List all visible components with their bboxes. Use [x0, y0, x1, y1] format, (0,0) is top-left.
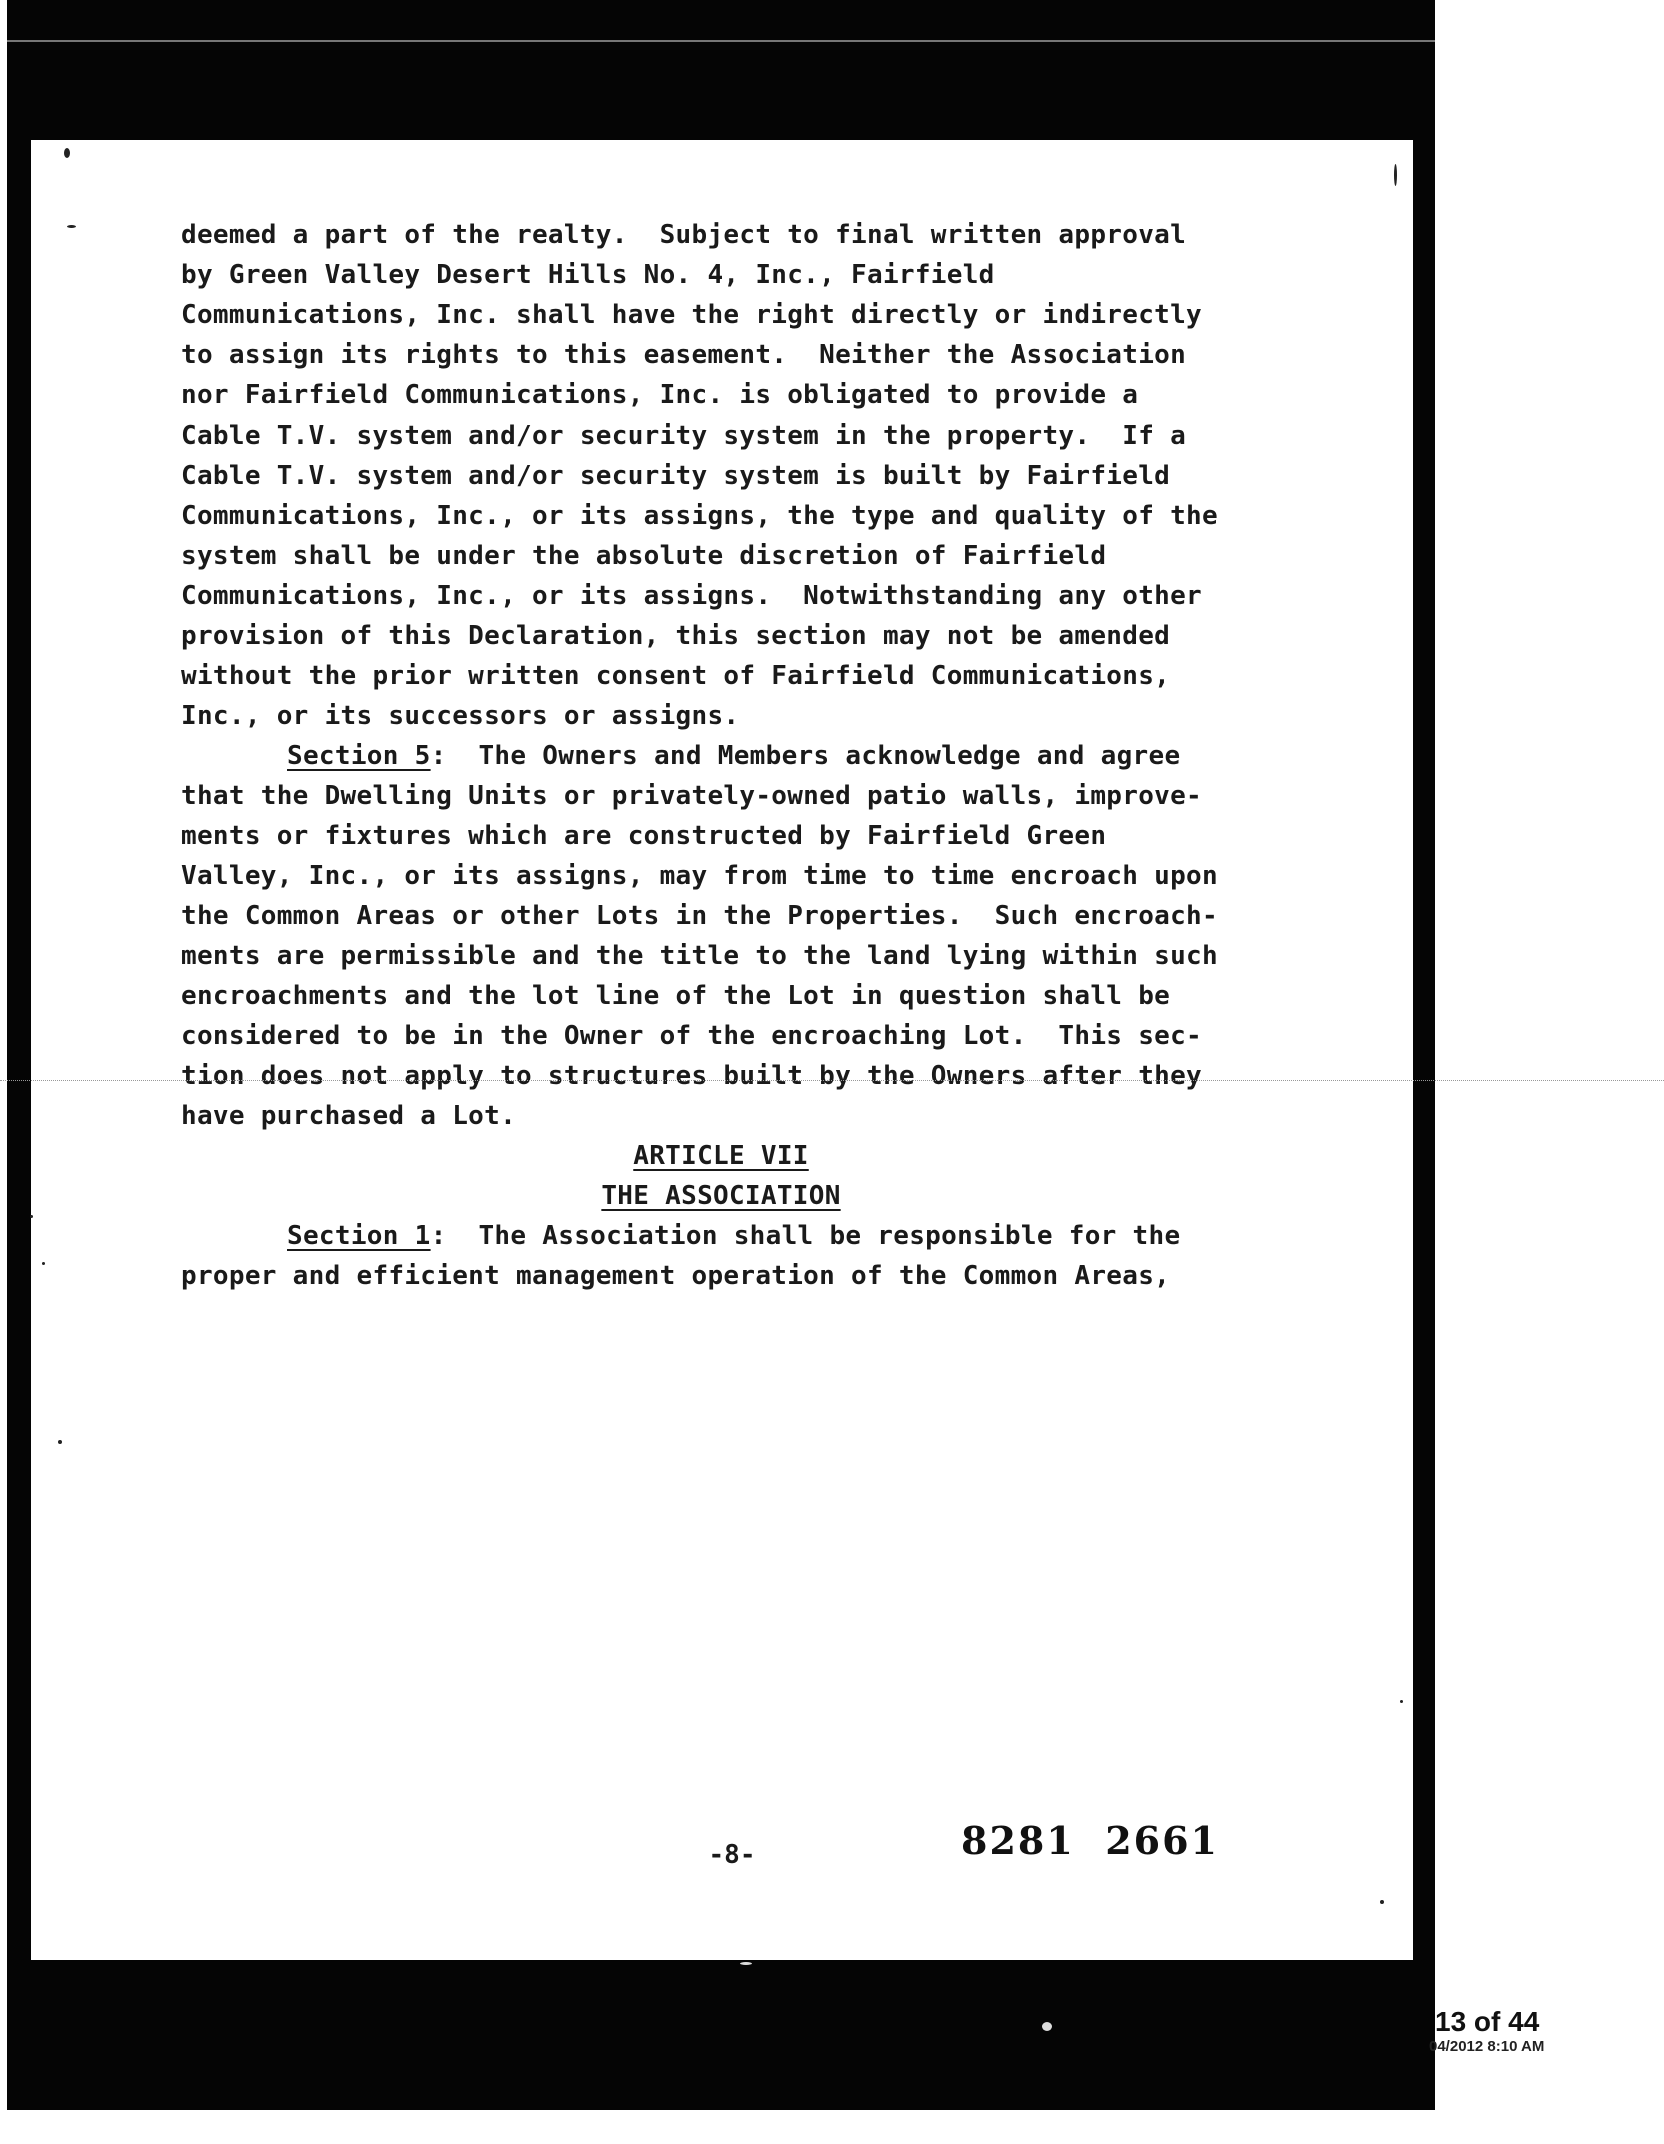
- scan-speck: [1042, 2022, 1052, 2031]
- scan-speck: [740, 1962, 752, 1965]
- body-line: Valley, Inc., or its assigns, may from time to time encroach upon: [181, 861, 1218, 891]
- scan-edge-line: [7, 40, 1435, 42]
- article-number: ARTICLE VII: [633, 1141, 809, 1171]
- scan-speck: [1380, 1900, 1384, 1904]
- scan-border: [7, 0, 1435, 2110]
- scan-speck: [30, 1215, 33, 1218]
- body-line: Communications, Inc. shall have the right directly or indirectly: [181, 300, 1203, 330]
- scan-speck: [1394, 164, 1397, 186]
- scan-speck: [67, 225, 76, 228]
- article-title: THE ASSOCIATION: [601, 1181, 841, 1211]
- scan-speck: [42, 1262, 45, 1265]
- body-line: ments are permissible and the title to the land lying within such: [181, 941, 1218, 971]
- body-line: system shall be under the absolute discretion of Fairfield: [181, 541, 1107, 571]
- scan-speck: [1400, 1700, 1403, 1703]
- section-5-first-line-text: The Owners and Members acknowledge and agree: [446, 741, 1181, 771]
- scan-speck: [64, 148, 70, 158]
- body-line: Communications, Inc., or its assigns, the type and quality of the: [181, 501, 1218, 531]
- body-line: deemed a part of the realty. Subject to final written approval: [181, 220, 1187, 250]
- body-line: by Green Valley Desert Hills No. 4, Inc., Fairfield: [181, 260, 995, 290]
- body-line: proper and efficient management operation of the Common Areas,: [181, 1261, 1171, 1291]
- body-line: considered to be in the Owner of the encroaching Lot. This sec-: [181, 1021, 1203, 1051]
- body-line: Cable T.V. system and/or security system is built by Fairfield: [181, 461, 1171, 491]
- page-number: -8-: [708, 1840, 756, 1870]
- section-5-first-line: [287, 741, 1180, 771]
- section-5-heading: Section 5: [287, 741, 431, 771]
- section-5-colon: :: [430, 741, 447, 771]
- body-line: encroachments and the lot line of the Lot in question shall be: [181, 981, 1171, 1011]
- body-line: provision of this Declaration, this section may not be amended: [181, 621, 1171, 651]
- section-1-first-line-text: The Association shall be responsible for the: [446, 1221, 1181, 1251]
- page-count: 13 of 44: [1435, 2006, 1540, 2037]
- body-line: Cable T.V. system and/or security system in the property. If a: [181, 421, 1187, 451]
- body-line: Communications, Inc., or its assigns. Notwithstanding any other: [181, 581, 1203, 611]
- body-line: without the prior written consent of Fairfield Communications,: [181, 661, 1171, 691]
- body-line: have purchased a Lot.: [181, 1101, 517, 1131]
- body-line: ments or fixtures which are constructed by Fairfield Green: [181, 821, 1107, 851]
- scan-speck: [58, 1440, 62, 1444]
- print-timestamp: 04/2012 8:10 AM: [1429, 2038, 1545, 2055]
- body-line: the Common Areas or other Lots in the Properties. Such encroach-: [181, 901, 1218, 931]
- document-page: [31, 140, 1413, 1960]
- scan-artifact-line: [0, 1080, 1664, 1082]
- section-1-first-line: [287, 1221, 1180, 1251]
- recording-stamp: 8281 2661: [961, 1818, 1219, 1863]
- section-1-heading: Section 1: [287, 1221, 431, 1251]
- body-line: tion does not apply to structures built by the Owners after they: [181, 1061, 1203, 1091]
- body-line: nor Fairfield Communications, Inc. is obligated to provide a: [181, 380, 1139, 410]
- body-line: that the Dwelling Units or privately-owned patio walls, improve-: [181, 781, 1203, 811]
- body-line: Inc., or its successors or assigns.: [181, 701, 740, 731]
- body-line: to assign its rights to this easement. Neither the Association: [181, 340, 1187, 370]
- section-1-colon: :: [430, 1221, 447, 1251]
- viewer-footer: [1429, 2006, 1575, 2055]
